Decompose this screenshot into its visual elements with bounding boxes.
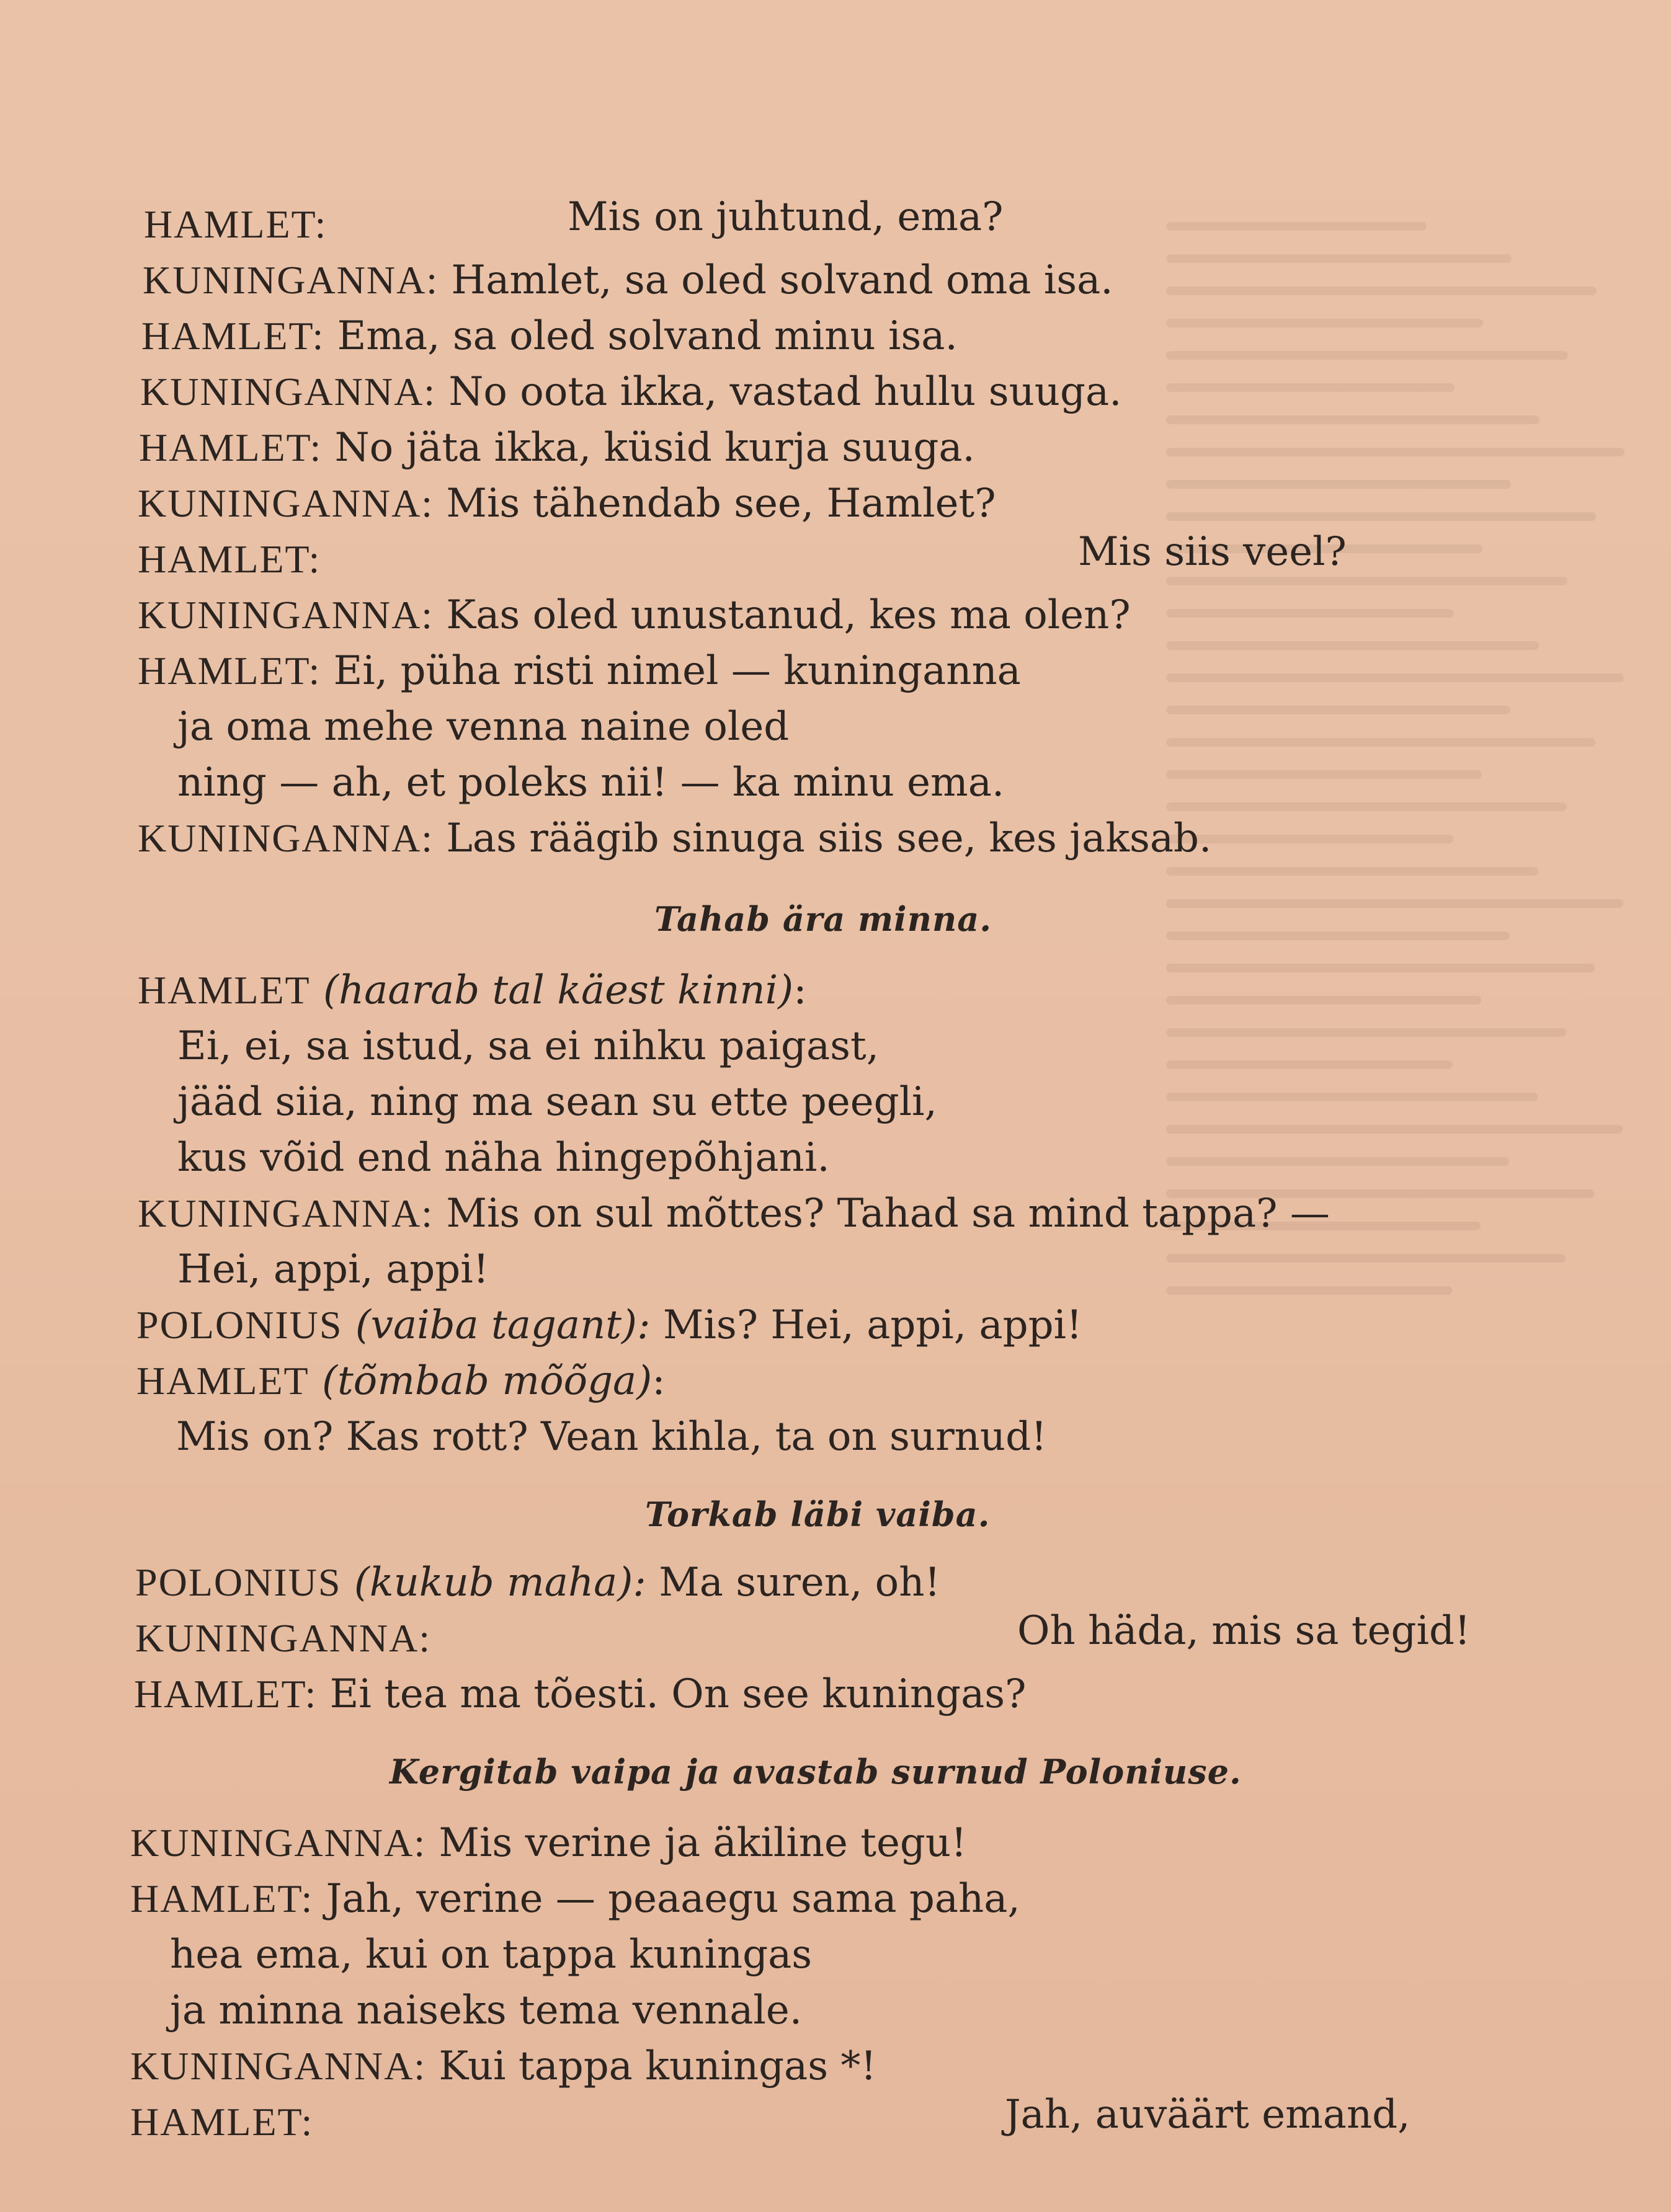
bleed-line (1166, 996, 1481, 1005)
dialogue-line (136, 1302, 1082, 1348)
speaker-name: HAMLET: (134, 1672, 318, 1716)
speaker-name: KUNINGANNA: (140, 370, 437, 414)
dialogue-text: No oota ikka, vastad hullu suuga. (448, 369, 1122, 415)
dialogue-line (138, 967, 807, 1013)
dialogue-line (138, 815, 1212, 861)
speaker-name: HAMLET: (138, 649, 321, 693)
verse-text: jääd siia, ning ma sean su ette peegli, (177, 1079, 937, 1125)
speaker-name: KUNINGANNA: (135, 1616, 432, 1660)
dialogue-text: Las räägib sinuga siis see, kes jaksab. (446, 815, 1212, 861)
bleed-line (1166, 448, 1624, 456)
speaker-name: HAMLET: (130, 2100, 314, 2144)
speaker-name: HAMLET: (138, 537, 321, 581)
speaker-colon: : (793, 967, 807, 1013)
bleed-line (1166, 1254, 1566, 1263)
dialogue-text: Mis on sul mõttes? Tahad sa mind tappa? — (446, 1191, 1330, 1237)
verse-continuation (177, 704, 790, 750)
speaker-name: HAMLET (136, 1359, 310, 1403)
dialogue-line (130, 1820, 967, 1866)
dialogue-text: Ei tea ma tõesti. On see kuningas? (329, 1671, 1027, 1717)
bleed-line (1166, 1093, 1538, 1101)
verse-continuation (177, 1246, 489, 1292)
dialogue-line (130, 2102, 313, 2142)
speaker-name: KUNINGANNA: (130, 2044, 427, 2088)
verse-continuation (177, 1079, 937, 1125)
verse-text: hea ema, kui on tappa kuningas (170, 1932, 813, 1978)
bleed-line (1166, 802, 1567, 811)
speaker-direction: (haarab tal käest kinni) (323, 967, 794, 1013)
dialogue-text: Ma suren, oh! (659, 1560, 941, 1606)
bleed-line (1166, 286, 1597, 295)
bleed-line (1166, 1125, 1623, 1134)
bleed-line (1166, 480, 1511, 489)
verse-continuation (177, 1135, 830, 1181)
verse-text: Ei, ei, sa istud, sa ei nihku paigast, (177, 1023, 880, 1069)
bleed-line (1166, 867, 1538, 876)
dialogue-line (134, 1671, 1027, 1717)
stage-direction: Torkab läbi vaiba. (645, 1495, 991, 1534)
dialogue-line (138, 537, 321, 581)
dialogue-text-right: Oh häda, mis sa tegid! (1017, 1608, 1471, 1654)
bleed-line (1166, 1286, 1452, 1295)
dialogue-text: Ema, sa oled solvand minu isa. (337, 313, 958, 359)
dialogue-line (143, 257, 1113, 303)
speaker-direction: (tõmbab mõõga) (321, 1358, 653, 1404)
dialogue-line (141, 313, 958, 359)
speaker-name: HAMLET: (144, 202, 328, 246)
bleed-line (1166, 1028, 1566, 1037)
verse-text: ning — ah, et poleks nii! — ka minu ema. (177, 760, 1005, 806)
bleed-line (1166, 738, 1595, 747)
bleed-line (1166, 1157, 1509, 1166)
dialogue-line (140, 369, 1122, 415)
bleed-line (1166, 770, 1482, 779)
dialogue-line (138, 592, 1131, 638)
bleed-line (1166, 351, 1568, 360)
verse-text: ja oma mehe venna naine oled (177, 704, 790, 750)
dialogue-text-right: Mis on juhtund, ema? (568, 194, 1004, 240)
dialogue-text: No jäta ikka, küsid kurja suuga. (334, 425, 975, 471)
bleed-line (1166, 931, 1510, 940)
dialogue-line (138, 1191, 1330, 1237)
dialogue-text: Mis tähendab see, Hamlet? (446, 481, 996, 526)
speaker-name: HAMLET: (139, 425, 323, 469)
verse-continuation (177, 760, 1005, 806)
bleed-line (1166, 899, 1623, 908)
speaker-colon: : (652, 1358, 666, 1404)
dialogue-line (130, 2043, 877, 2089)
bleed-line (1166, 577, 1567, 585)
speaker-name: KUNINGANNA: (138, 816, 434, 860)
bleed-line (1166, 609, 1454, 618)
bleed-line (1166, 673, 1624, 682)
dialogue-line (139, 425, 975, 471)
verse-text: Hei, appi, appi! (177, 1246, 489, 1292)
dialogue-text: Kui tappa kuningas *! (439, 2043, 877, 2089)
verse-continuation (170, 1988, 803, 2033)
bleed-through-texture (1166, 198, 1638, 2121)
speaker-name: POLONIUS (135, 1560, 342, 1604)
speaker-name: HAMLET (138, 968, 311, 1012)
speaker-name: KUNINGANNA: (138, 593, 434, 637)
dialogue-line (135, 1560, 941, 1606)
bleed-line (1166, 964, 1595, 972)
speaker-name: KUNINGANNA: (130, 1821, 427, 1865)
verse-text: ja minna naiseks tema vennale. (170, 1988, 803, 2033)
dialogue-line (144, 202, 328, 246)
speaker-name: POLONIUS (136, 1303, 343, 1347)
speaker-direction: (kukub maha): (354, 1560, 646, 1606)
dialogue-line (135, 1616, 432, 1660)
dialogue-text: Mis verine ja äkiline tegu! (439, 1820, 967, 1866)
dialogue-line (138, 481, 996, 526)
speaker-name: HAMLET: (130, 1877, 314, 1921)
verse-text: kus võid end näha hingepõhjani. (177, 1135, 830, 1181)
bleed-line (1166, 706, 1510, 714)
dialogue-line (138, 648, 1021, 694)
dialogue-text: Mis? Hei, appi, appi! (662, 1302, 1082, 1348)
speaker-name: KUNINGANNA: (138, 481, 434, 525)
bleed-line (1166, 383, 1455, 392)
dialogue-text: Ei, püha risti nimel — kuninganna (333, 648, 1021, 694)
dialogue-line (130, 1876, 1020, 1922)
bleed-line (1166, 254, 1512, 263)
speaker-name: KUNINGANNA: (138, 1191, 434, 1235)
speaker-name: HAMLET: (141, 314, 325, 358)
bleed-line (1166, 641, 1539, 650)
bleed-line (1166, 1060, 1453, 1069)
stage-direction: Kergitab vaipa ja avastab surnud Poloniuse. (390, 1752, 1242, 1792)
stage-direction: Tahab ära minna. (654, 899, 992, 939)
dialogue-text-right: Mis siis veel? (1078, 529, 1347, 575)
speaker-name: KUNINGANNA: (143, 258, 439, 302)
bleed-line (1166, 415, 1540, 424)
bleed-line (1166, 512, 1596, 521)
speaker-direction: (vaiba tagant): (355, 1302, 651, 1348)
dialogue-text: Kas oled unustanud, kes ma olen? (446, 592, 1131, 638)
bleed-line (1166, 319, 1483, 327)
dialogue-text-right: Jah, auväärt emand, (1005, 2092, 1410, 2138)
dialogue-line (136, 1358, 666, 1404)
dialogue-text: Jah, verine — peaaegu sama paha, (326, 1876, 1020, 1922)
verse-continuation (176, 1414, 1047, 1460)
verse-text: Mis on? Kas rott? Vean kihla, ta on surnud! (176, 1414, 1047, 1460)
dialogue-text: Hamlet, sa oled solvand oma isa. (451, 257, 1113, 303)
verse-continuation (177, 1023, 880, 1069)
verse-continuation (170, 1932, 813, 1978)
bleed-line (1166, 222, 1427, 231)
